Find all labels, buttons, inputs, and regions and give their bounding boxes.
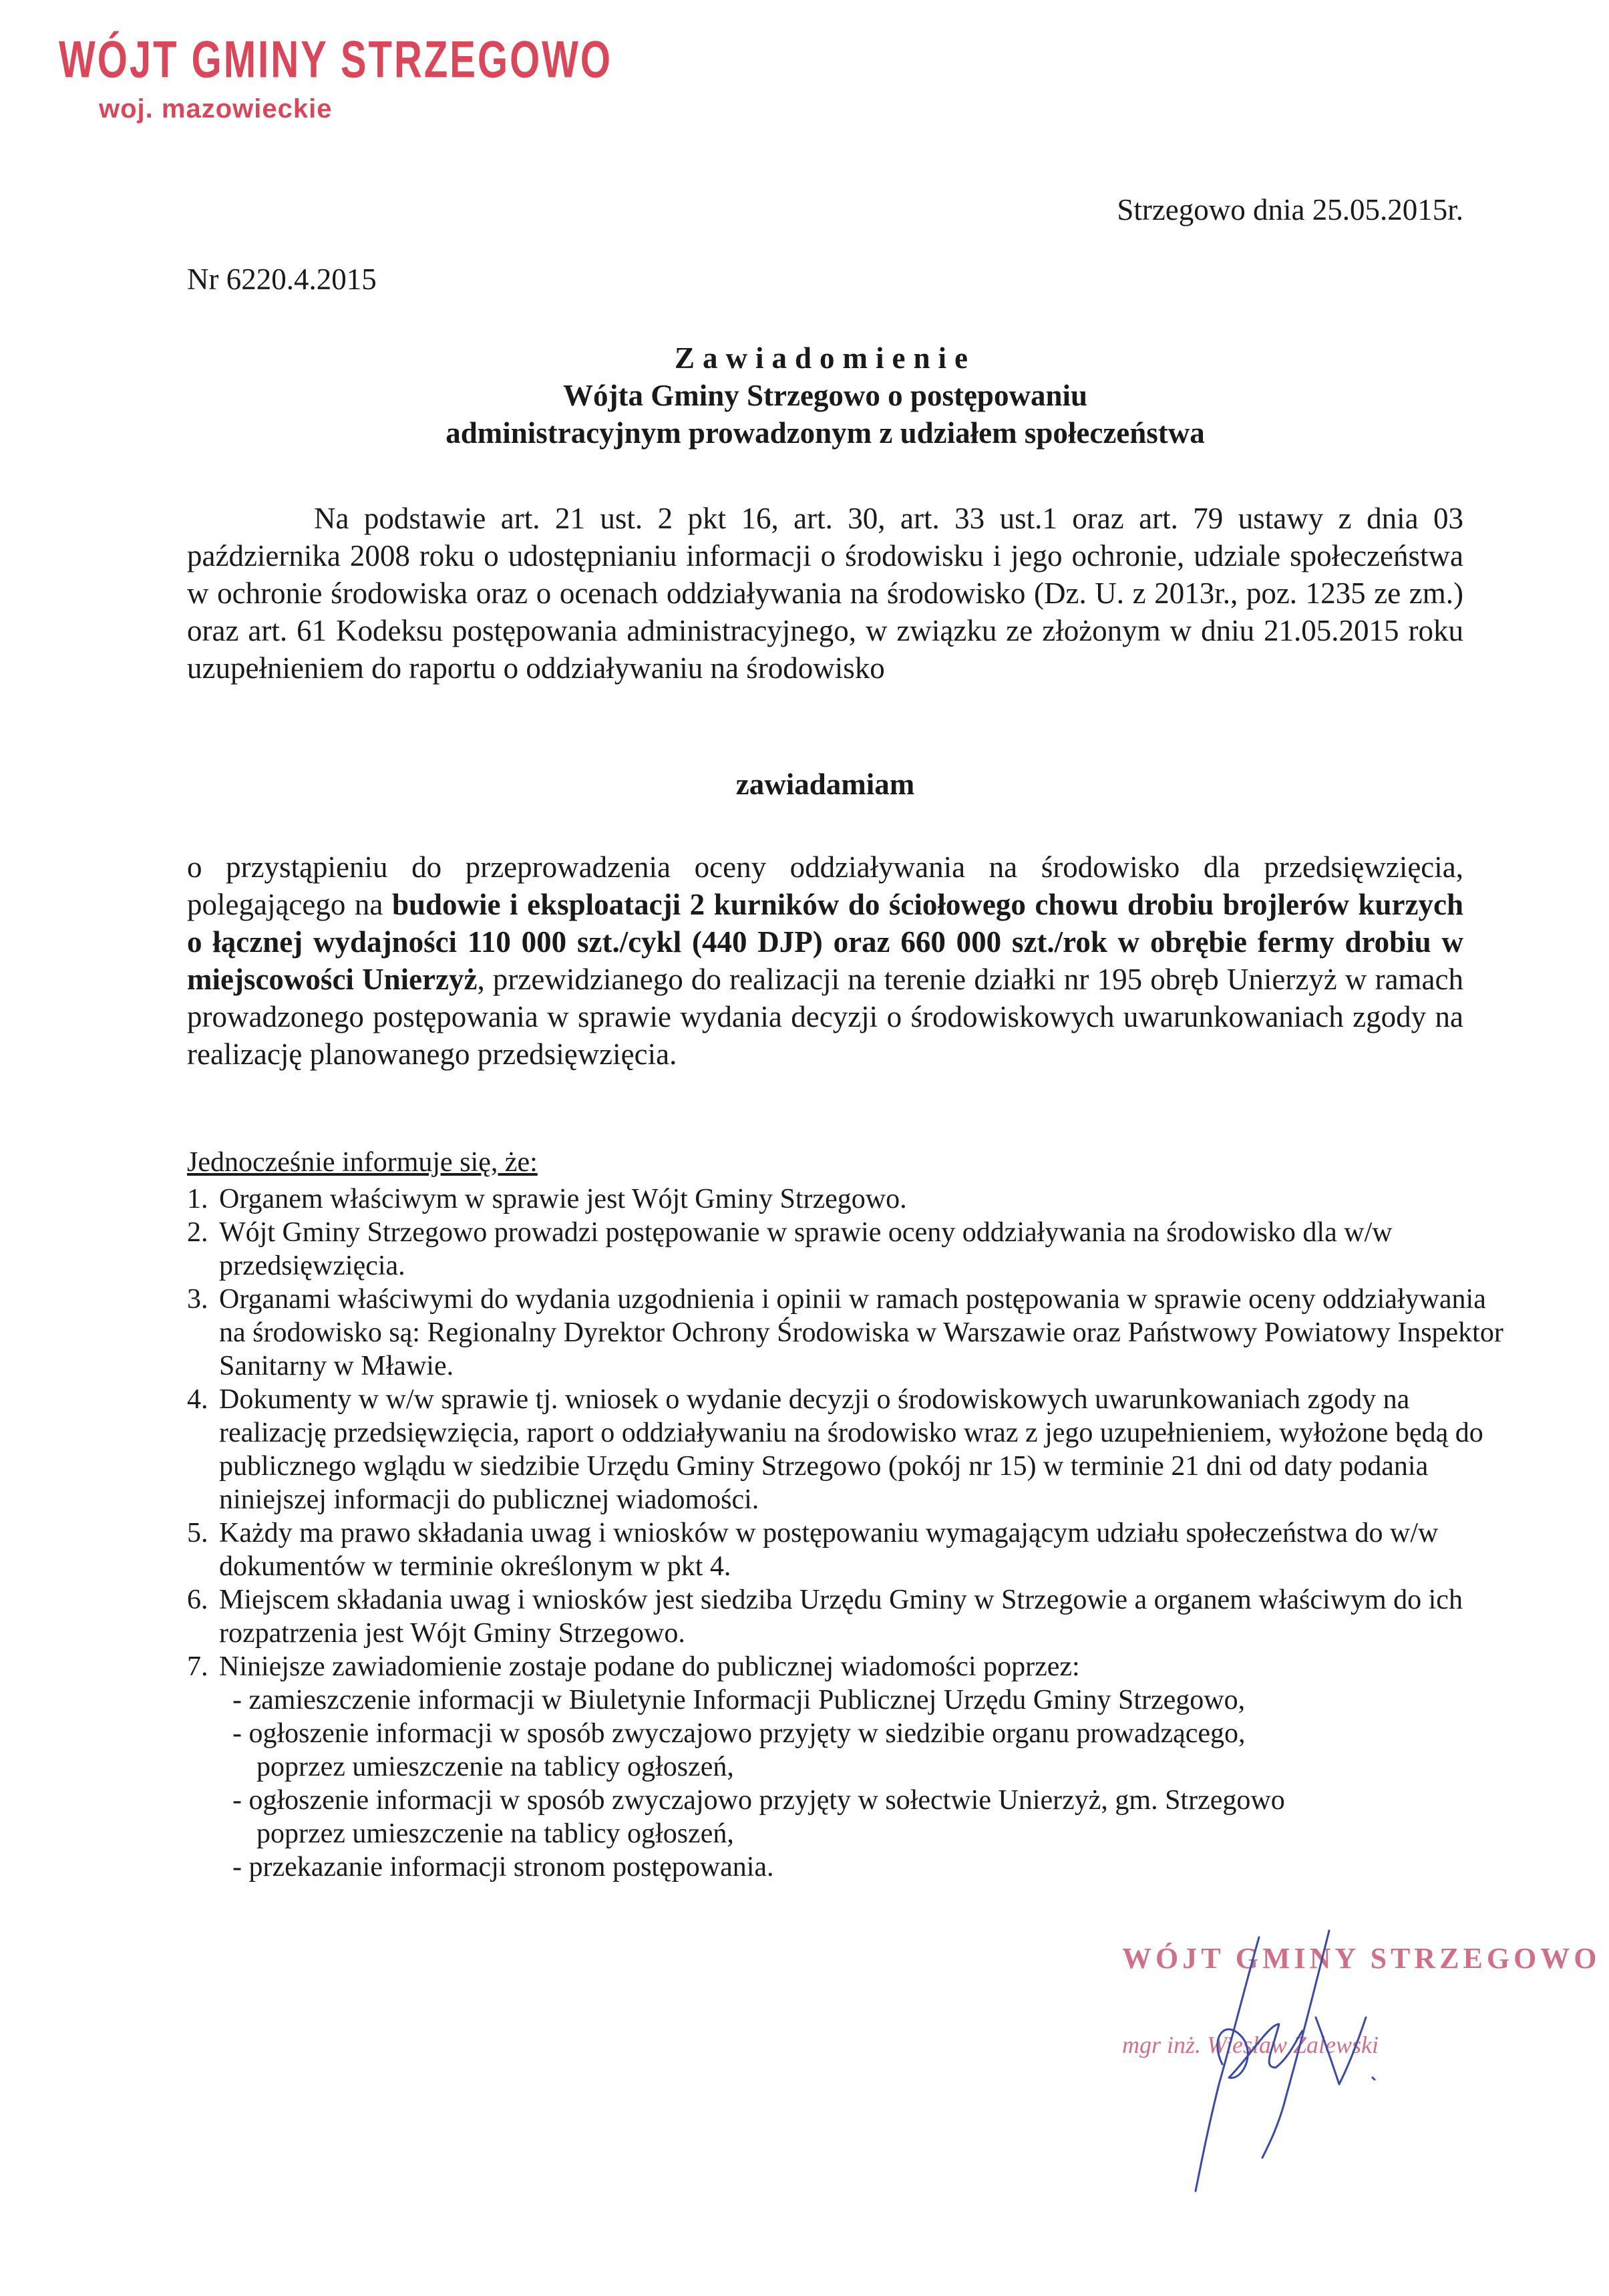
sub-list-item-line2: poprzez umieszczenie na tablicy ogłoszeń,: [256, 1752, 734, 1782]
list-item-number: 6.: [187, 1585, 208, 1615]
office-stamp-line1: WÓJT GMINY STRZEGOWO: [59, 30, 613, 90]
list-item-text: Organem właściwym w sprawie jest Wójt Gminy Strzegowo.: [219, 1184, 907, 1214]
announcement-heading: zawiadamiam: [735, 768, 915, 801]
list-item: [187, 1216, 1509, 1283]
office-stamp: [59, 29, 612, 124]
list-item-text: Organami właściwymi do wydania uzgodnienia i opinii w ramach postępowania w sprawie oceny oddziaływania na środowisko są: Regionalny Dyrektor Ochrony Środowiska w Warszawie oraz Państwowy Powiatowy Inspektor Sanitarny w Mławie.: [219, 1284, 1503, 1381]
sub-list-item: [232, 1717, 1509, 1784]
list-item: [187, 1516, 1509, 1583]
intro-paragraph: [187, 500, 1463, 687]
list-item-text: Niniejsze zawiadomienie zostaje podane do publicznej wiadomości poprzez:: [219, 1651, 1080, 1682]
body-text-bold: budowie i eksploatacji 2 kurników do ściołowego chowu drobiu brojlerów kurzych o łącznej wydajności 110 000 szt./cykl (440 DJP) oraz 660 000 szt./rok w obrębie fermy drobiu w miejscowości Unierzyż: [187, 888, 1463, 996]
body-text-part2: , przewidzianego do realizacji na terenie działki nr 195 obręb Unierzyż w ramach prowadzonego postępowania w sprawie wydania decyzji o środowiskowych uwarunkowaniach zgody na realizację planowanego przedsięwzięcia.: [187, 963, 1463, 1071]
list-item-number: 4.: [187, 1384, 208, 1415]
reference-number: Nr 6220.4.2015: [187, 263, 377, 296]
list-item-text: Miejscem składania uwag i wniosków jest siedziba Urzędu Gminy w Strzegowie a organem właściwym do ich rozpatrzenia jest Wójt Gminy Strzegowo.: [219, 1585, 1463, 1649]
list-item: [187, 1583, 1509, 1650]
list-item: [187, 1283, 1509, 1383]
office-stamp-line2: woj. mazowieckie: [99, 94, 333, 124]
handwritten-signature-icon: [1109, 1924, 1523, 2204]
sub-list-item-line1: - ogłoszenie informacji w sposób zwyczajowo przyjęty w sołectwie Unierzyż, gm. Strzegowo: [232, 1785, 1285, 1816]
signature-stamp-line2: mgr inż. Wiesław Zalewski: [1122, 2031, 1379, 2058]
title-line1: Zawiadomienie: [674, 341, 976, 375]
list-item: [187, 1383, 1509, 1516]
signature-stamp-line1: WÓJT GMINY STRZEGOWO: [1122, 1942, 1601, 1975]
list-item: [187, 1182, 1509, 1216]
sub-list-item-line1: - zamieszczenie informacji w Biuletynie Informacji Publicznej Urzędu Gminy Strzegowo,: [232, 1685, 1246, 1715]
title-line3: administracyjnym prowadzonym z udziałem społeczeństwa: [445, 416, 1205, 450]
sub-list-item: [232, 1784, 1509, 1850]
intro-text: Na podstawie art. 21 ust. 2 pkt 16, art. 30, art. 33 ust.1 oraz art. 79 ustawy z dnia 03 października 2008 roku o udostępnianiu informacji o środowisku i jego ochronie, udziale społeczeństwa w ochronie środowiska oraz o ocenach oddziaływania na środowisko (Dz. U. z 2013r., poz. 1235 ze zm.) oraz art. 61 Kodeksu postępowania administracyjnego, w związku ze złożonym w dniu 21.05.2015 roku uzupełnieniem do raportu o oddziaływaniu na środowisko: [187, 502, 1463, 685]
list-item-number: 5.: [187, 1518, 208, 1548]
sub-list-item-line1: - ogłoszenie informacji w sposób zwyczajowo przyjęty w siedzibie organu prowadzącego,: [232, 1718, 1246, 1749]
list-item-number: 3.: [187, 1284, 208, 1315]
body-paragraph: [187, 848, 1463, 1073]
list-item: [187, 1650, 1509, 1683]
document-title: [187, 339, 1463, 452]
sub-list-item: [232, 1850, 1509, 1884]
sub-list: [187, 1683, 1509, 1884]
sub-list-item-line1: - przekazanie informacji stronom postępowania.: [232, 1852, 774, 1882]
body-text-part1: o przystąpieniu do przeprowadzenia oceny oddziaływania na środowisko dla przedsięwzięcia, polegającego na: [187, 850, 1463, 921]
list-item-number: 7.: [187, 1651, 208, 1682]
signature-block: [1109, 1924, 1601, 2204]
list-item-number: 1.: [187, 1184, 208, 1214]
list-item-text: Każdy ma prawo składania uwag i wniosków w postępowaniu wymagającym udziału społeczeństwa do w/w dokumentów w terminie określonym w pkt 4.: [219, 1518, 1439, 1582]
sub-list-item-line2: poprzez umieszczenie na tablicy ogłoszeń,: [256, 1818, 734, 1849]
info-heading: Jednocześnie informuje się, że:: [187, 1147, 538, 1178]
list-item-number: 2.: [187, 1217, 208, 1248]
document-date: Strzegowo dnia 25.05.2015r.: [1117, 193, 1463, 226]
title-line2: Wójta Gminy Strzegowo o postępowaniu: [563, 379, 1087, 412]
list-item-text: Wójt Gminy Strzegowo prowadzi postępowanie w sprawie oceny oddziaływania na środowisko dla w/w przedsięwzięcia.: [219, 1217, 1393, 1281]
info-list: [187, 1182, 1509, 1884]
sub-list-item: [232, 1683, 1509, 1717]
list-item-text: Dokumenty w w/w sprawie tj. wniosek o wydanie decyzji o środowiskowych uwarunkowaniach zgody na realizację przedsięwzięcia, raport o oddziaływaniu na środowisko wraz z jego uzupełnieniem, wyłożone będą do publicznego wglądu w siedzibie Urzędu Gminy Strzegowo (pokój nr 15) w terminie 21 dni od daty podania niniejszej informacji do publicznej wiadomości.: [219, 1384, 1483, 1515]
